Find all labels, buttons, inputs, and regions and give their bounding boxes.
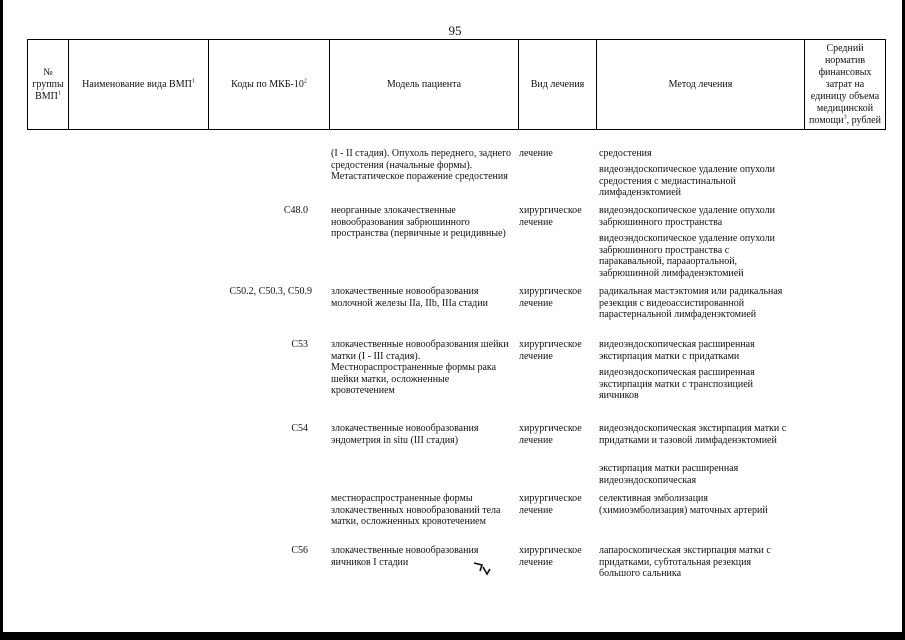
scan-mark-icon xyxy=(472,557,492,577)
row-3-kind: хирургическое лечение xyxy=(519,339,582,362)
header-avg-cost: Средний норматив финансовых затрат на единицу объема медицинской помощи$^3$, рублей xyxy=(805,40,886,130)
row-0-method-0: средостения xyxy=(599,148,652,159)
row-2-model: злокачественные новообразования молочной железы IIa, IIb, IIIa стадии xyxy=(331,286,488,309)
row-6-codes: C56 xyxy=(291,545,308,556)
row-6-model: злокачественные новообразования яичников I стадии xyxy=(331,545,479,568)
row-2-codes: C50.2, C50.3, C50.9 xyxy=(229,286,312,297)
row-1-method-0: видеоэндоскопическое удаление опухоли забрюшинного пространства xyxy=(599,205,775,228)
header-treatment-type: Вид лечения xyxy=(519,40,597,130)
row-1-codes: C48.0 xyxy=(283,205,308,216)
row-5-method-0: селективная эмболизация (химиоэмболизация) маточных артерий xyxy=(599,493,768,516)
scan-border-bottom xyxy=(0,632,905,640)
row-4-model: злокачественные новообразования эндометрия in situ (III стадия) xyxy=(331,423,479,446)
header-vmp-name: Наименование вида ВМП$^1$ xyxy=(69,40,209,130)
row-5-kind: хирургическое лечение xyxy=(519,493,582,516)
row-3-codes: C53 xyxy=(291,339,308,350)
row-4-codes: C54 xyxy=(291,423,308,434)
row-0-model: (I - II стадия). Опухоль переднего, заднего средостения (начальные формы). Метастатическое поражение средостения xyxy=(331,148,511,182)
row-1-method-1: видеоэндоскопическое удаление опухоли забрюшинного пространства с паракавальной, парааортальной, забрюшинной лимфаденэктомией xyxy=(599,233,775,279)
table-header xyxy=(27,39,886,130)
row-4-method-1: экстирпация матки расширенная видеоэндоскопическая xyxy=(599,463,739,486)
row-3-method-0: видеоэндоскопическая расширенная экстирпация матки с придатками xyxy=(599,339,755,362)
scan-border-left xyxy=(0,0,3,640)
row-2-method-0: радикальная мастэктомия или радикальная резекция с видеоассистированной парастернальной лимфаденэктомией xyxy=(599,286,783,320)
header-icd-codes: Коды по МКБ-$10^2$ xyxy=(209,40,330,130)
row-5-model: местнораспространенные формы злокачественных новообразований тела матки, осложненных кровотечением xyxy=(331,493,501,527)
row-4-method-0: видеоэндоскопическая экстирпация матки с придатками и тазовой лимфаденэктомией xyxy=(599,423,787,446)
row-6-method-0: лапароскопическая экстирпация матки с придатками, субтотальная резекция большого сальника xyxy=(599,545,771,579)
header-group-no: № группы ВМП$^1$ xyxy=(28,40,69,130)
row-4-kind: хирургическое лечение xyxy=(519,423,582,446)
row-1-kind: хирургическое лечение xyxy=(519,205,582,228)
row-3-model: злокачественные новообразования шейки матки (I - III стадия). Местнораспространенные формы рака шейки матки, осложненные кровотечением xyxy=(331,339,509,396)
row-2-kind: хирургическое лечение xyxy=(519,286,582,309)
row-0-method-1: видеоэндоскопическое удаление опухоли средостения с медиастинальной лимфаденэктомией xyxy=(599,164,775,198)
page-number: 95 xyxy=(448,23,462,38)
row-3-method-1: видеоэндоскопическая расширенная экстирпация матки с транспозицией яичников xyxy=(599,367,755,401)
header-patient-model: Модель пациента xyxy=(330,40,519,130)
row-1-model: неорганные злокачественные новообразования забрюшинного пространства (первичные и рецидивные) xyxy=(331,205,506,239)
row-0-kind: лечение xyxy=(519,148,553,159)
row-6-kind: хирургическое лечение xyxy=(519,545,582,568)
header-treatment-method: Метод лечения xyxy=(597,40,805,130)
